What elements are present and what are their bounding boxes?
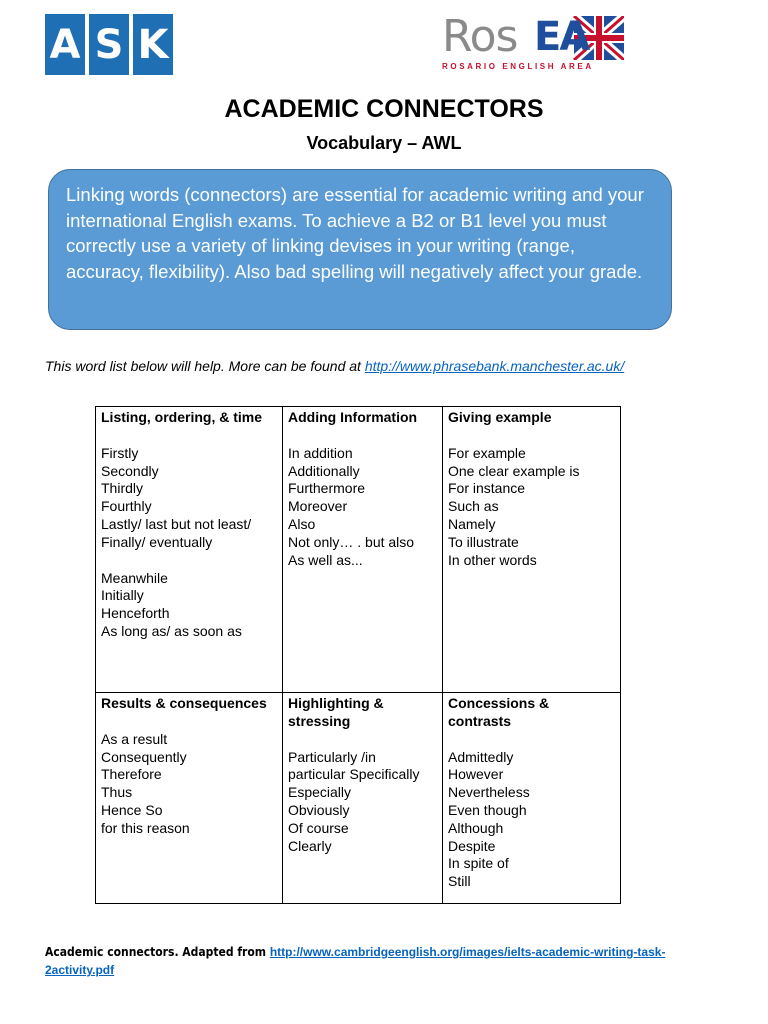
ask-logo-letter-k: K [133,14,173,75]
connector-item: Thirdly [101,480,144,497]
spacer [101,713,277,731]
connector-item: In other words [448,551,537,568]
connector-item: Moreover [288,498,348,515]
table-cell [443,407,621,693]
cambridge-link[interactable]: http://www.cambridgeenglish.org/images/ielts-academic-writing-task-2activity.pdf [45,945,666,977]
connector-item: Such as [448,498,499,515]
phrasebank-link[interactable]: http://www.phrasebank.manchester.ac.uk/ [364,358,625,374]
category-header: Highlighting & stressing [288,695,384,729]
connector-item: However [448,766,504,783]
spacer [101,552,277,570]
connector-item: Firstly [101,444,139,461]
connector-item: In addition [288,444,353,461]
connector-item: For example [448,444,526,461]
connector-item: Hence So [101,801,163,818]
category-header: Results & consequences [101,695,267,711]
connector-item: To illustrate [448,533,519,550]
table-cell [443,693,621,904]
connector-item: Particularly /in [288,748,376,765]
connector-item: Obviously [288,801,350,818]
page-title: ACADEMIC CONNECTORS [224,95,544,123]
connector-item: Finally/ eventually [101,533,213,550]
spacer [448,427,615,445]
connector-item: Clearly [288,837,332,854]
connector-item: Admittedly [448,748,514,765]
connector-item: Namely [448,515,496,532]
connector-item: Initially [101,587,144,604]
connector-item: Not only… . but also [288,533,415,550]
connector-item: Therefore [101,766,162,783]
connector-item: Of course [288,819,349,836]
connector-item: As long as/ as soon as [101,622,242,639]
connector-item: Consequently [101,748,187,765]
connector-item: Secondly [101,462,159,479]
table-cell [283,407,443,693]
category-header: Concessions & contrasts [448,695,550,729]
category-header: Listing, ordering, & time [101,409,263,425]
intro-line [45,358,624,374]
connector-item: In spite of [448,855,509,872]
ask-logo-letter-s: S [89,14,129,75]
connector-item: Meanwhile [101,569,168,586]
rosea-logo-ros: Ros [442,11,518,62]
connectors-table [95,406,621,904]
connector-item: Lastly/ last but not least/ [101,515,252,532]
footer-label: Academic connectors. Adapted from [45,945,270,959]
connector-item: Especially [288,784,352,801]
intro-callout: Linking words (connectors) are essential for academic writing and your international English exams. To achieve a B2 or B1 level you must correctly use a variety of linking devises in your writing (range, accuracy, flexibility). Also bad spelling will negatively affect your grade. [48,169,672,330]
connector-item: Even though [448,801,527,818]
connector-item: particular Specifically [288,766,420,783]
table-cell [96,407,283,693]
connector-item: Despite [448,837,496,854]
connector-item: One clear example is [448,462,580,479]
table-cell [96,693,283,904]
table-cell [283,693,443,904]
spacer [288,731,437,749]
spacer [101,427,277,445]
connector-item: for this reason [101,819,190,836]
connector-item: Fourthly [101,498,152,515]
footer-source [45,943,685,979]
connector-item: Furthermore [288,480,366,497]
spacer [448,731,615,749]
connector-item: Thus [101,784,133,801]
category-header: Giving example [448,409,552,425]
intro-text: This word list below will help. More can be found at [45,358,365,374]
connector-item: As a result [101,730,168,747]
page-subtitle: Vocabulary – AWL [306,133,462,153]
connector-item: Still [448,873,471,890]
connector-item: Additionally [288,462,360,479]
connector-item: As well as... [288,551,363,568]
connector-item: Henceforth [101,605,170,622]
ask-logo-letter-a: A [45,14,85,75]
rosea-logo-ea: EA [534,14,589,60]
ask-logo [45,14,173,75]
category-header: Adding Information [288,409,418,425]
connector-item: Although [448,819,504,836]
rosea-logo [442,12,627,74]
rosea-logo-tagline: ROSARIO ENGLISH AREA [442,62,594,71]
connector-item: Also [288,515,316,532]
connector-item: For instance [448,480,526,497]
connector-item: Nevertheless [448,784,530,801]
spacer [288,427,437,445]
